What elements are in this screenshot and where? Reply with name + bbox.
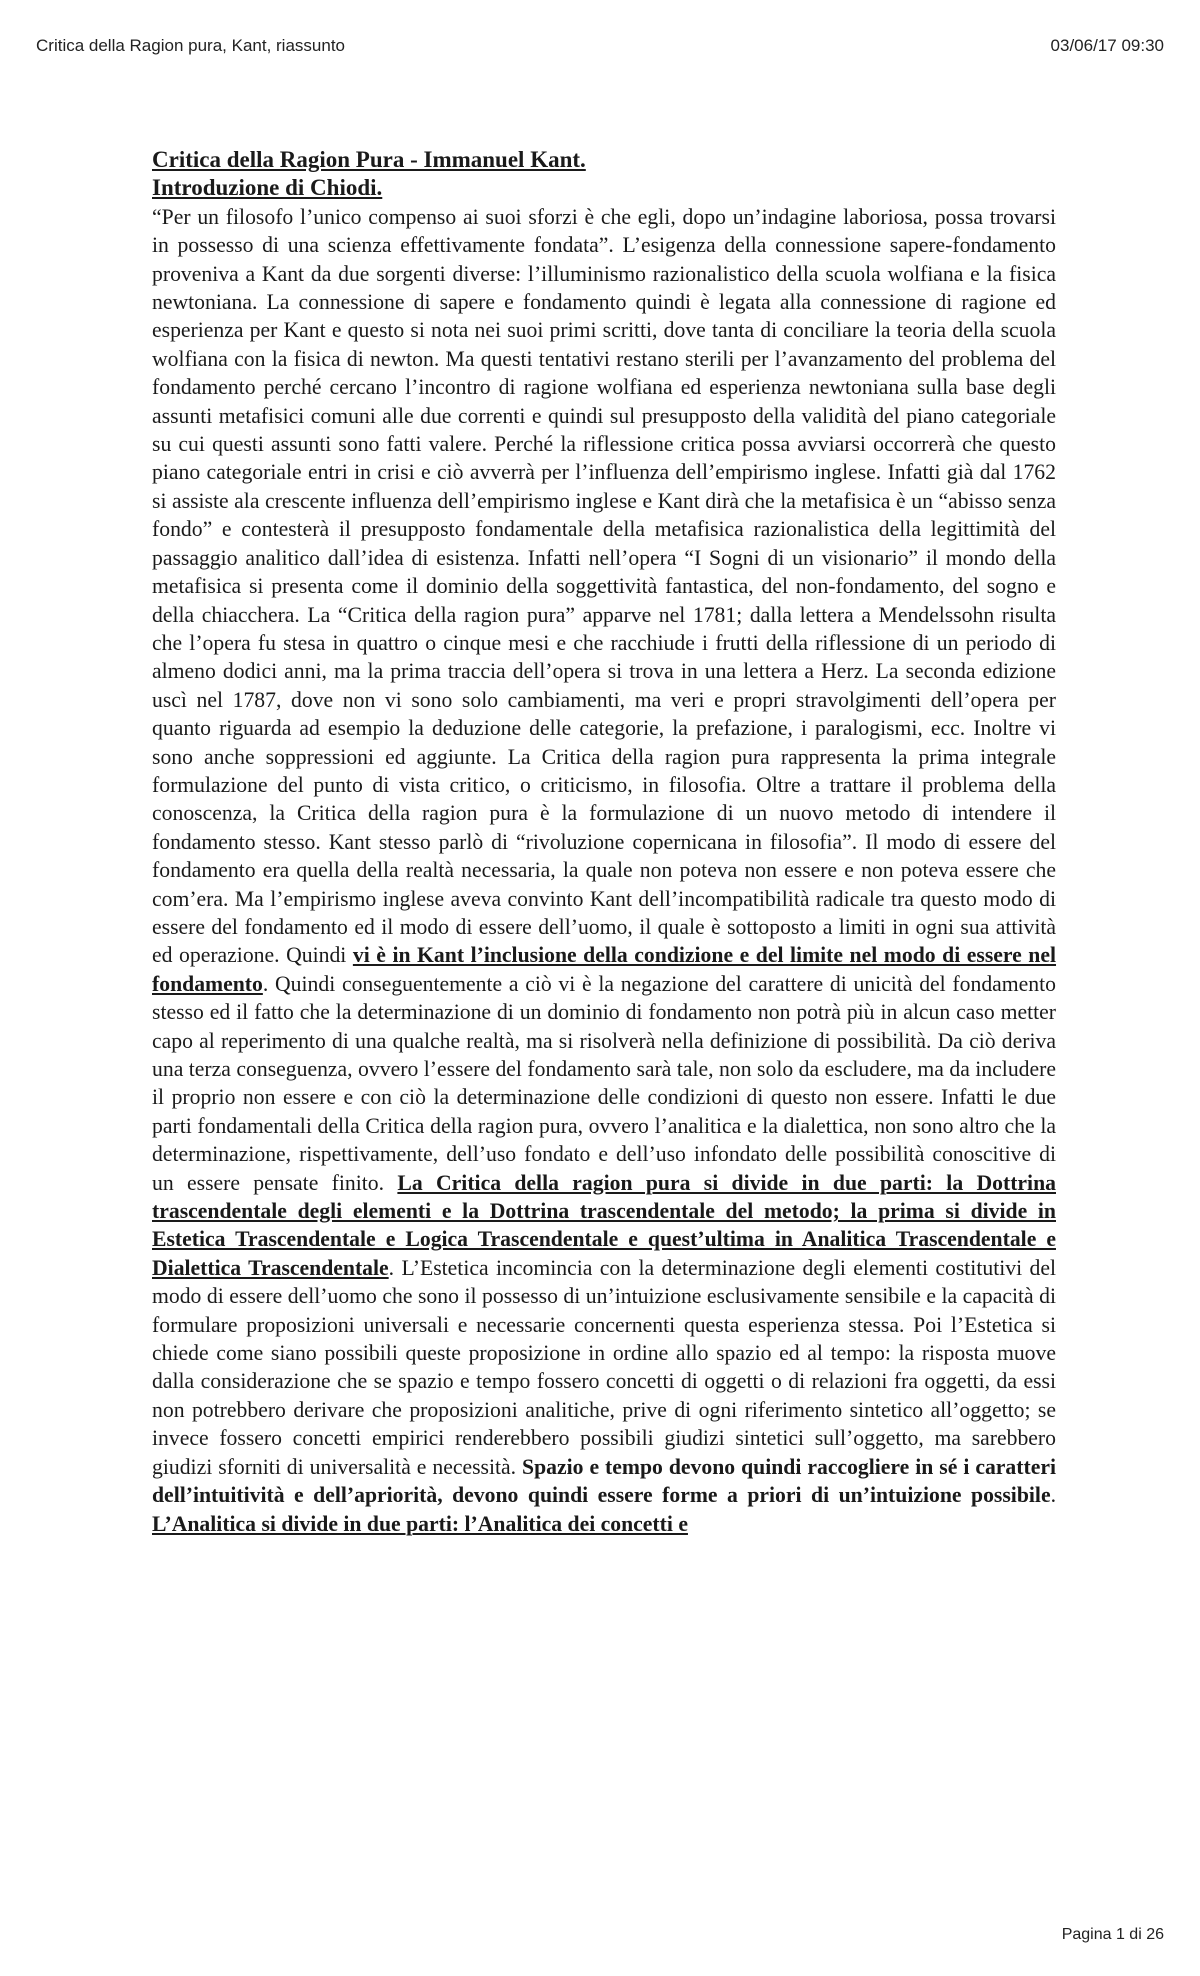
emphasis-segment: La Critica della ragion pura si divide in due parti: la Dottrina trascendentale degli elementi e la Dottrina trascendentale del metodo; la prima si divide in Estetica Trascendentale e Logica Trascendentale e quest’ultima in Analitica Trascendentale e Dialettica Trascendentale — [152, 1170, 1056, 1280]
text-segment: “Per un filosofo l’unico compenso ai suoi sforzi è che egli, dopo un’indagine laboriosa, possa trovarsi in possesso di una scienza effettivamente fondata”. L’esigenza della connessione sapere-fondamento proveniva a Kant da due sorgenti diverse: l’illuminismo razionalistico della scuola wolfiana e la fisica newtoniana. La connessione di sapere e fondamento quindi è legata alla connessione di ragione ed esperienza per Kant e questo si nota nei suoi primi scritti, dove tanta di conciliare la teoria della scuola wolfiana con la fisica di newton. Ma questi tentativi restano sterili per l’avanzamento del problema del fondamento perché cercano l’incontro di ragione wolfiana ed esperienza newtoniana sulla base degli assunti metafisici comuni alle due correnti e quindi sul presupposto della validità del piano categoriale su cui questi assunti sono fatti valere. Perché la riflessione critica possa avviarsi occorrerà che questo piano categoriale entri in crisi e ciò avverrà per l’influenza dell’empirismo inglese. Infatti già dal 1762 si assiste ala crescente influenza dell’empirismo inglese e Kant dirà che la metafisica è un “abisso senza fondo” e contesterà il presupposto fondamentale della metafisica razionalistica della legittimità del passaggio analitico dall’idea di esistenza. Infatti nell’opera “I Sogni di un visionario” il mondo della metafisica si presenta come il dominio della soggettività fantastica, del non-fondamento, del sogno e della chiacchera. La “Critica della ragion pura” apparve nel 1781; dalla lettera a Mendelssohn risulta che l’opera fu stesa in quattro o cinque mesi e che racchiude i frutti della riflessione di un periodo di almeno dodici anni, ma la prima traccia dell’opera si trova in una lettera a Herz. La seconda edizione uscì nel 1787, dove non vi sono solo cambiamenti, ma veri e propri stravolgimenti dell’opera per quanto riguarda ad esempio la deduzione delle categorie, la prefazione, i paralogismi, ecc. Inoltre vi sono anche soppressioni ed aggiunte. La Critica della ragion pura rappresenta la prima integrale formulazione del punto di vista critico, o criticismo, in filosofia. Oltre a trattare il problema della conoscenza, la Critica della ragion pura è la formulazione di un nuovo metodo di intendere il fondamento stesso. Kant stesso parlò di “rivoluzione copernicana in filosofia”. Il modo di essere del fondamento era quella della realtà necessaria, la quale non poteva non essere e non poteva essere che com’era. Ma l’empirismo inglese aveva convinto Kant dell’incompatibilità radicale tra questo modo di essere del fondamento ed il modo di essere dell’uomo, il quale è sottoposto a limiti in ogni sua attività ed operazione. Quindi — [152, 204, 1056, 968]
print-footer-page-number: Pagina 1 di 26 — [1061, 1926, 1164, 1943]
document-subtitle: Introduzione di Chiodi. — [152, 175, 383, 201]
print-header — [36, 36, 1164, 60]
document-body — [152, 146, 1056, 1538]
text-segment: . L’Estetica incomincia con la determinazione degli elementi costitutivi del modo di essere dell’uomo che sono il possesso di un’intuizione esclusivamente sensibile e la capacità di formulare proposizioni universali e necessarie concernenti questa esperienza stessa. Poi l’Estetica si chiede come siano possibili queste proposizione in ordine allo spazio ed al tempo: la risposta muove dalla considerazione che se spazio e tempo fossero concetti di oggetti o di relazioni fra oggetti, da essi non potrebbero derivare che proposizioni analitiche, prive di ogni riferimento sintetico all’oggetto; se invece fossero concetti empirici renderebbero possibili giudizi sintetici sull’oggetto, ma sarebbero giudizi sforniti di universalità e necessità. — [152, 1255, 1056, 1479]
print-header-title: Critica della Ragion pura, Kant, riassunto — [36, 36, 345, 55]
document-paragraph — [152, 203, 1056, 1538]
emphasis-segment: L’Analitica si divide in due parti: l’Analitica dei concetti e — [152, 1511, 688, 1536]
print-header-datetime: 03/06/17 09:30 — [1050, 36, 1164, 55]
text-segment: . Quindi conseguentemente a ciò vi è la negazione del carattere di unicità del fondamento stesso ed il fatto che la determinazione di un dominio di fondamento non potrà più in alcun caso metter capo al reperimento di una qualche realtà, ma si risolverà nella definizione di possibilità. Da ciò deriva una terza conseguenza, ovvero l’essere del fondamento sarà tale, non solo da escludere, ma da includere il proprio non essere e con ciò la determinazione delle condizioni di questo non essere. Infatti le due parti fondamentali della Critica della ragion pura, ovvero l’analitica e la dialettica, non sono altro che la determinazione, rispettivamente, dell’uso fondato e dell’uso infondato delle possibilità conoscitive di un essere pensate finito. — [152, 971, 1056, 1195]
document-title: Critica della Ragion Pura - Immanuel Kant. — [152, 147, 586, 172]
emphasis-segment: vi è in Kant l’inclusione della condizione e del limite nel modo di essere nel fondamento — [152, 943, 1057, 996]
text-segment: . — [1050, 1483, 1056, 1508]
bold-segment: Spazio e tempo devono quindi raccogliere in sé i caratteri dell’intuitività e dell’apriorità, devono quindi essere forme a priori di un’intuizione possibile — [152, 1454, 1056, 1508]
